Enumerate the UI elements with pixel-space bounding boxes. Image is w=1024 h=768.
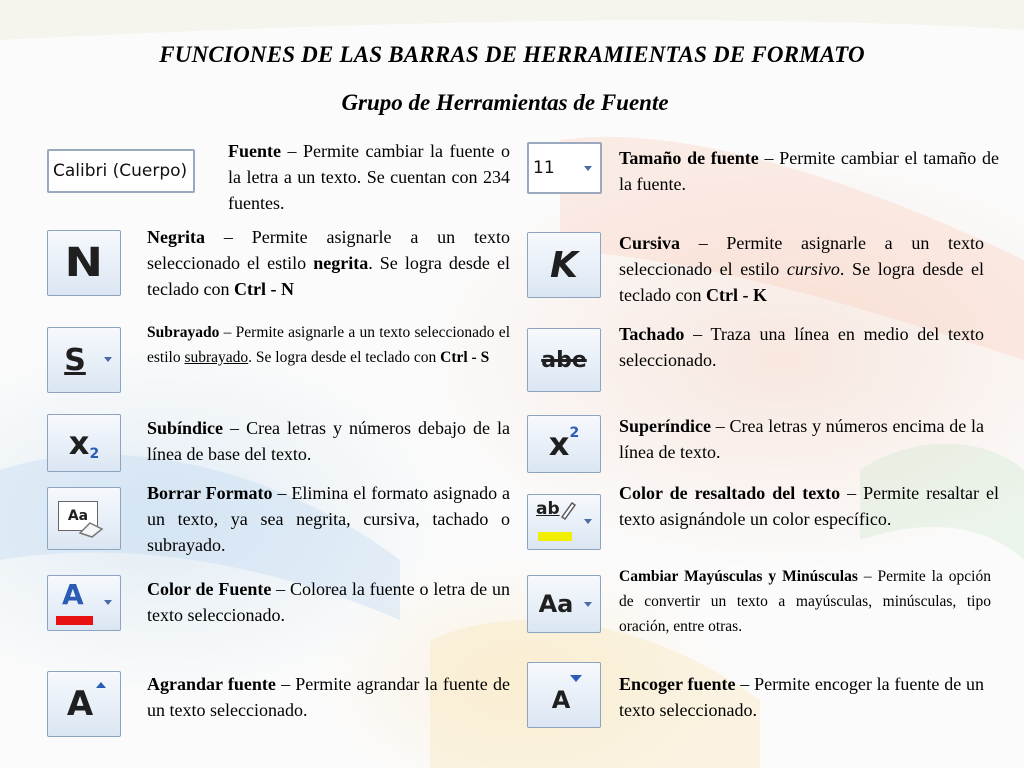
subindice-text: Crea letras y números debajo de la línea de base del texto. bbox=[147, 418, 511, 464]
superindice-name: Superíndice bbox=[619, 416, 712, 436]
agrandar-description bbox=[147, 672, 510, 724]
negrita-text-1: Permite asignarle a un texto seleccionado el estilo bbox=[147, 227, 511, 273]
subrayado-description bbox=[147, 321, 510, 371]
subindice-description bbox=[147, 416, 510, 468]
color-sep: – bbox=[271, 579, 291, 599]
cursiva-text-2: . Se logra desde el teclado con bbox=[619, 258, 984, 305]
mayus-text: Permite la opción de convertir un texto a mayúsculas, minúsculas, tipo oración, entre otras. bbox=[619, 568, 991, 635]
caret-up-icon bbox=[96, 682, 106, 688]
color-description bbox=[147, 577, 510, 629]
subscript-digit: 2 bbox=[89, 446, 100, 462]
tamano-text: Permite cambiar el tamaño de la fuente. bbox=[619, 148, 999, 194]
chevron-down-icon bbox=[104, 357, 112, 362]
shrink-font-glyph: A bbox=[551, 686, 571, 714]
subscript-icon[interactable] bbox=[47, 414, 121, 472]
chevron-down-icon bbox=[584, 519, 592, 524]
subrayado-text-2: . Se logra desde el teclado con bbox=[248, 348, 441, 366]
agrandar-sep: – bbox=[275, 674, 296, 694]
chevron-down-icon bbox=[104, 600, 112, 605]
superscript-digit: 2 bbox=[569, 425, 580, 441]
tamano-description bbox=[619, 146, 999, 198]
fuente-name: Fuente bbox=[228, 141, 281, 161]
underline-glyph: S bbox=[64, 342, 86, 378]
negrita-em: negrita bbox=[313, 252, 369, 273]
cursiva-text-1: Permite asignarle a un texto seleccionado el estilo bbox=[619, 233, 985, 279]
resaltado-description bbox=[619, 481, 999, 533]
borrar-sep: – bbox=[272, 483, 292, 503]
agrandar-text: Permite agrandar la fuente de un texto seleccionado. bbox=[147, 674, 510, 720]
subscript-glyph: x bbox=[68, 424, 90, 462]
italic-glyph: K bbox=[550, 244, 578, 286]
font-size-box-text: 11 bbox=[533, 158, 555, 178]
page-title: FUNCIONES DE LAS BARRAS DE HERRAMIENTAS DE FORMATO bbox=[159, 42, 865, 67]
clear-formatting-icon[interactable] bbox=[47, 487, 121, 550]
font-color-icon[interactable] bbox=[47, 575, 121, 631]
subindice-name: Subíndice bbox=[147, 418, 224, 438]
color-text: Colorea la fuente o letra de un texto seleccionado. bbox=[147, 579, 510, 625]
font-name-box-icon[interactable] bbox=[47, 149, 195, 193]
resaltado-text: Permite resaltar el texto asignándole un color específico. bbox=[619, 483, 999, 529]
eraser-icon bbox=[76, 519, 106, 539]
subindice-sep: – bbox=[223, 418, 247, 438]
negrita-name: Negrita bbox=[147, 227, 205, 247]
borrar-text: Elimina el formato asignado a un texto, ya sea negrita, cursiva, tachado o subrayado. bbox=[147, 483, 511, 555]
strikethrough-glyph: abe bbox=[541, 347, 587, 373]
font-color-glyph: A bbox=[62, 578, 84, 611]
highlighter-pen-icon bbox=[558, 499, 576, 521]
subrayado-shortcut: Ctrl - S bbox=[440, 348, 490, 366]
cursiva-sep: – bbox=[680, 233, 727, 253]
subrayado-sep: – bbox=[219, 324, 236, 341]
change-case-icon[interactable] bbox=[527, 575, 601, 633]
strikethrough-icon[interactable] bbox=[527, 328, 601, 392]
grow-font-glyph: A bbox=[66, 684, 94, 724]
chevron-down-icon bbox=[584, 602, 592, 607]
caret-down-icon bbox=[570, 675, 582, 682]
clear-formatting-glyph: Aa bbox=[67, 507, 89, 524]
highlight-color-icon[interactable] bbox=[527, 494, 601, 550]
fuente-description bbox=[228, 139, 510, 217]
encoger-description bbox=[619, 672, 984, 724]
mayus-name: Cambiar Mayúsculas y Minúsculas bbox=[619, 568, 858, 585]
superindice-sep: – bbox=[711, 416, 730, 436]
negrita-shortcut: Ctrl - N bbox=[233, 278, 294, 299]
borrar-name: Borrar Formato bbox=[147, 483, 273, 503]
encoger-text: Permite encoger la fuente de un texto seleccionado. bbox=[619, 674, 984, 720]
font-size-box-icon[interactable] bbox=[527, 142, 602, 194]
tachado-name: Tachado bbox=[619, 324, 685, 344]
mayus-description bbox=[619, 565, 991, 639]
tachado-sep: – bbox=[684, 324, 711, 344]
negrita-text-2: . Se logra desde el teclado con bbox=[147, 252, 510, 299]
highlight-color-bar bbox=[538, 532, 572, 541]
encoger-name: Encoger fuente bbox=[619, 674, 736, 694]
italic-icon[interactable] bbox=[527, 232, 601, 298]
fuente-sep: – bbox=[281, 141, 304, 161]
section-subtitle: Grupo de Herramientas de Fuente bbox=[341, 90, 669, 115]
color-name: Color de Fuente bbox=[147, 579, 272, 599]
superscript-icon[interactable] bbox=[527, 415, 601, 473]
agrandar-name: Agrandar fuente bbox=[147, 674, 276, 694]
underline-icon[interactable] bbox=[47, 327, 121, 393]
cursiva-name: Cursiva bbox=[619, 233, 681, 253]
subrayado-text-1: Permite asignarle a un texto seleccionado el estilo bbox=[147, 324, 510, 366]
tamano-name: Tamaño de fuente bbox=[619, 148, 759, 168]
grow-font-icon[interactable] bbox=[47, 671, 121, 737]
resaltado-name: Color de resaltado del texto bbox=[619, 483, 841, 503]
cursiva-shortcut: Ctrl - K bbox=[705, 284, 767, 305]
tachado-description bbox=[619, 322, 984, 374]
subrayado-name: Subrayado bbox=[147, 324, 220, 341]
superindice-text: Crea letras y números encima de la línea de texto. bbox=[619, 416, 985, 462]
bold-glyph: N bbox=[64, 240, 104, 286]
bold-icon[interactable] bbox=[47, 230, 121, 296]
resaltado-sep: – bbox=[840, 483, 864, 503]
negrita-description bbox=[147, 225, 510, 303]
font-name-box-text: Calibri (Cuerpo) bbox=[53, 161, 188, 181]
fuente-text: Permite cambiar la fuente o la letra a un texto. Se cuentan con 234 fuentes. bbox=[228, 141, 510, 213]
superindice-description bbox=[619, 414, 984, 466]
chevron-down-icon bbox=[584, 166, 592, 171]
superscript-glyph: x bbox=[548, 425, 570, 463]
cursiva-description bbox=[619, 231, 984, 309]
mayus-sep: – bbox=[857, 568, 878, 585]
negrita-sep: – bbox=[204, 227, 252, 247]
borrar-description bbox=[147, 481, 510, 559]
change-case-glyph: Aa bbox=[538, 590, 574, 618]
tamano-sep: – bbox=[758, 148, 780, 168]
tachado-text: Traza una línea en medio del texto seleccionado. bbox=[619, 324, 984, 370]
shrink-font-icon[interactable] bbox=[527, 662, 601, 728]
highlight-glyph: ab bbox=[536, 499, 560, 519]
cursiva-em: cursivo bbox=[786, 258, 840, 279]
font-color-bar bbox=[56, 616, 93, 625]
subrayado-em: subrayado bbox=[184, 348, 249, 366]
encoger-sep: – bbox=[735, 674, 755, 694]
